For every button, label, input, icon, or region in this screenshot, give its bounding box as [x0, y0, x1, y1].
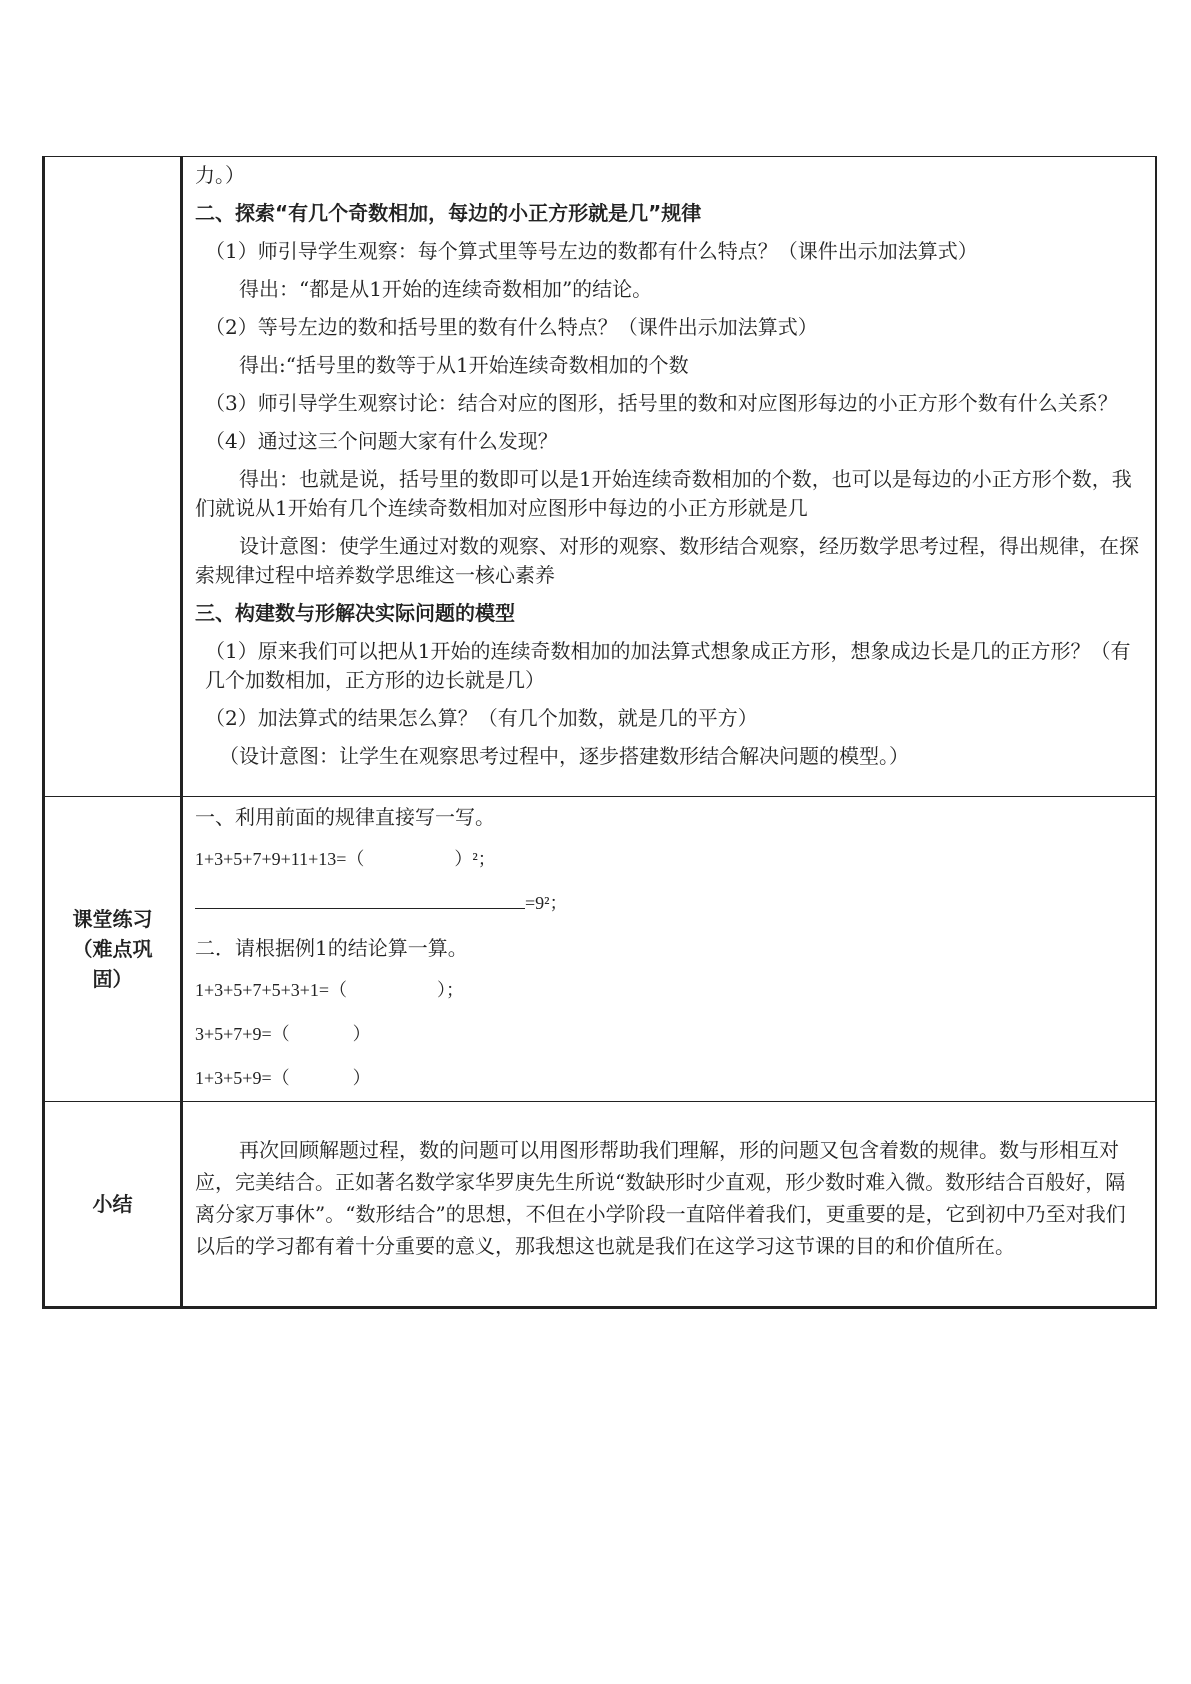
- exercise-1: 1+3+5+7+9+11+13=（ ）²；: [195, 849, 496, 869]
- summary-label: 小结: [92, 1192, 133, 1216]
- exercise-3: 1+3+5+7+5+3+1=（ ）；: [195, 980, 465, 1000]
- process-line: 得出：“都是从1开始的连续奇数相加”的结论。: [239, 277, 653, 301]
- practice-heading-1: 一、利用前面的规律直接写一写。: [195, 805, 495, 829]
- process-line: （1）原来我们可以把从1开始的连续奇数相加的加法算式想象成正方形，想象成边长是几的正方形？（有几个加数相加，正方形的边长就是几）: [205, 639, 1131, 692]
- summary-text: 再次回顾解题过程，数的问题可以用图形帮助我们理解，形的问题又包含着数的规律。数与形相互对应，完美结合。正如著名数学家华罗庚先生所说“数缺形时少直观，形少数时难入微。数形结合百般好，隔离分家万事休”。“数形结合”的思想，不但在小学阶段一直陪伴着我们，更重要的是，它到初中乃至对我们以后的学习都有着十分重要的意义，那我想这也就是我们在这学习这节课的目的和价值所在。: [195, 1138, 1126, 1258]
- summary-content-cell: [182, 1102, 1156, 1308]
- process-label-cell: [44, 157, 182, 797]
- practice-heading-2: 二．请根据例1的结论算一算。: [195, 936, 468, 960]
- practice-label-cell: [44, 797, 182, 1102]
- exercise-2: [195, 890, 1145, 916]
- process-line: 力。）: [195, 163, 245, 187]
- lesson-plan-table: [42, 156, 1157, 1309]
- exercise-5: 1+3+5+9=（ ）: [195, 1068, 371, 1088]
- exercise-4: 3+5+7+9=（ ）: [195, 1024, 371, 1044]
- process-line: 二、探索“有几个奇数相加，每边的小正方形就是几”规律: [195, 201, 702, 225]
- practice-row: [44, 797, 1156, 1102]
- practice-content-cell: [182, 797, 1156, 1102]
- process-line: （2）加法算式的结果怎么算？（有几个加数，就是几的平方）: [205, 706, 758, 730]
- answer-blank[interactable]: [195, 908, 525, 909]
- practice-label: 课堂练习（难点巩固）: [72, 907, 153, 991]
- exercise-2-suffix: =9²；: [525, 893, 568, 913]
- process-line: （2）等号左边的数和括号里的数有什么特点？（课件出示加法算式）: [205, 315, 818, 339]
- process-content: [183, 157, 1155, 790]
- process-row: [44, 157, 1156, 797]
- summary-row: [44, 1102, 1156, 1308]
- process-line: 得出：也就是说，括号里的数即可以是1开始连续奇数相加的个数，也可以是每边的小正方形个数，我们就说从1开始有几个连续奇数相加对应图形中每边的小正方形就是几: [195, 467, 1132, 520]
- summary-label-cell: [44, 1102, 182, 1308]
- process-line: （1）师引导学生观察：每个算式里等号左边的数都有什么特点？（课件出示加法算式）: [205, 239, 978, 263]
- process-line: 设计意图：使学生通过对数的观察、对形的观察、数形结合观察，经历数学思考过程，得出规律，在探索规律过程中培养数学思维这一核心素养: [195, 534, 1139, 587]
- process-content-cell: [182, 157, 1156, 797]
- process-line: 三、构建数与形解决实际问题的模型: [195, 601, 515, 625]
- process-line: （3）师引导学生观察讨论：结合对应的图形，括号里的数和对应图形每边的小正方形个数有什么关系？: [205, 391, 1118, 415]
- process-line: （4）通过这三个问题大家有什么发现？: [205, 429, 558, 453]
- process-line: （设计意图：让学生在观察思考过程中，逐步搭建数形结合解决问题的模型。）: [219, 744, 909, 768]
- process-line: 得出:“括号里的数等于从1开始连续奇数相加的个数: [239, 353, 689, 377]
